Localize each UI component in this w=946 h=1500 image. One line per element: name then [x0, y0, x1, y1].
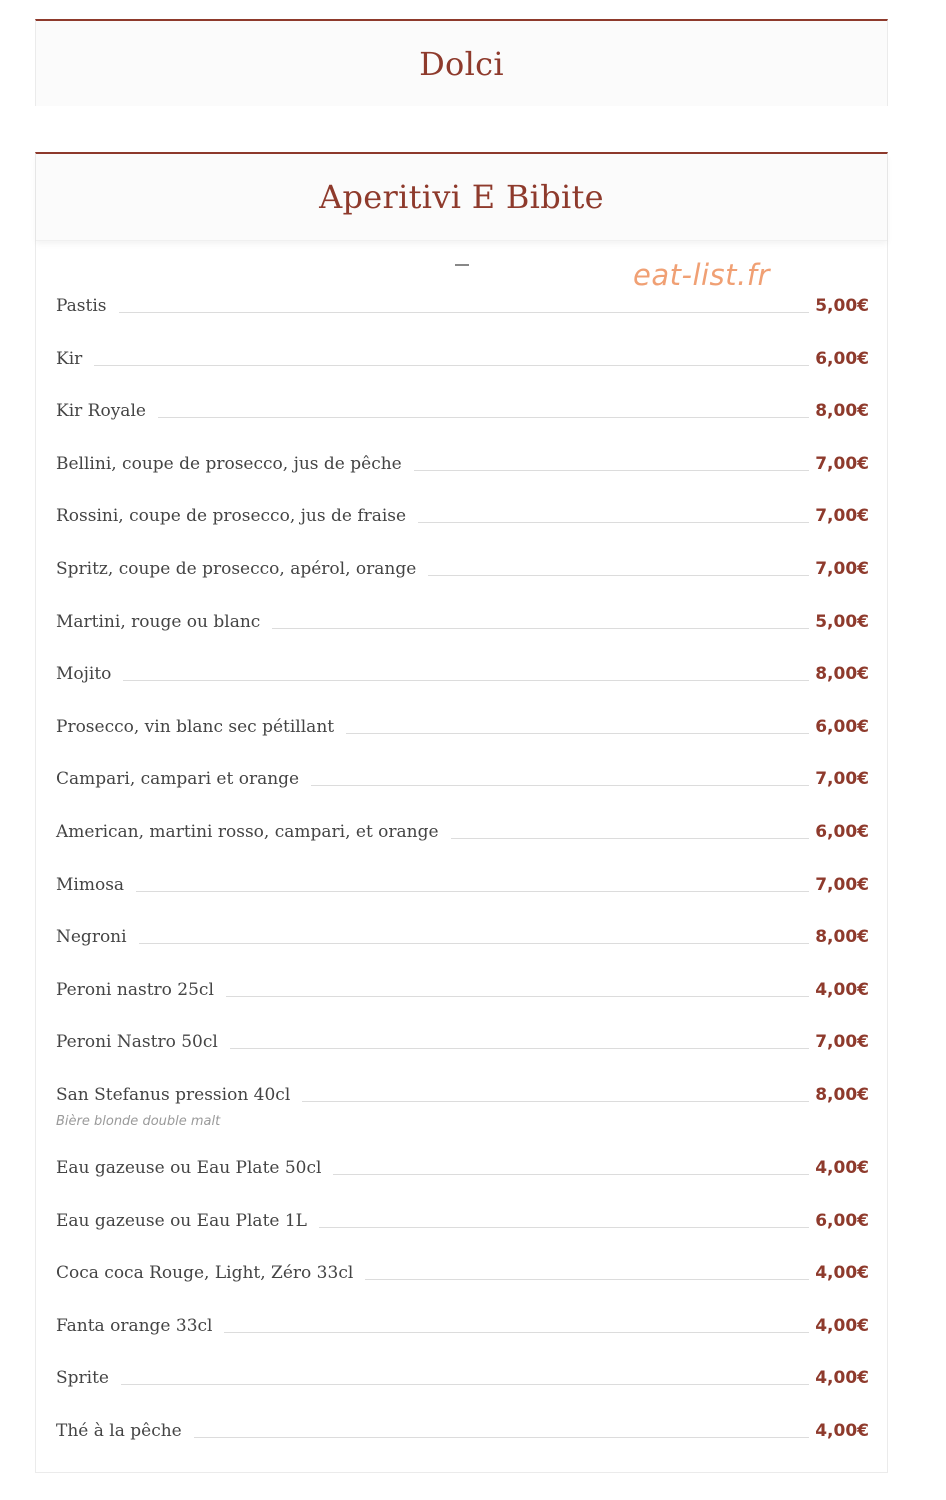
menu-item-name: Spritz, coupe de prosecco, apérol, orange	[56, 558, 417, 579]
menu-item-price: 4,00€	[815, 979, 869, 1000]
menu-item-price: 7,00€	[815, 874, 869, 895]
menu-item-price: 8,00€	[815, 1084, 869, 1105]
menu-item-name: Thé à la pêche	[56, 1420, 182, 1441]
menu-item-price: 6,00€	[815, 1210, 869, 1231]
menu-item-row	[56, 349, 869, 377]
dotted-leader	[194, 1437, 809, 1438]
menu-item-name: Sprite	[56, 1368, 109, 1389]
menu-item-row	[56, 506, 869, 534]
dotted-leader	[272, 628, 809, 629]
menu-item-price: 6,00€	[815, 716, 869, 737]
menu-item-price: 7,00€	[815, 453, 869, 474]
collapse-separator	[455, 264, 469, 266]
menu-item-price: 7,00€	[815, 506, 869, 527]
menu-item	[56, 1211, 869, 1264]
menu-item-price: 8,00€	[815, 664, 869, 685]
dotted-leader	[136, 891, 809, 892]
dotted-leader	[224, 1332, 809, 1333]
menu-item	[56, 927, 869, 980]
menu-item	[56, 612, 869, 665]
dotted-leader	[123, 680, 809, 681]
dotted-leader	[333, 1174, 809, 1175]
menu-item-row	[56, 980, 869, 1008]
menu-item	[56, 1032, 869, 1085]
menu-item	[56, 875, 869, 928]
menu-item-row	[56, 1158, 869, 1186]
dotted-leader	[94, 365, 809, 366]
menu-item-row	[56, 1368, 869, 1396]
menu-list	[56, 296, 869, 1473]
menu-item-name: Rossini, coupe de prosecco, jus de fraise	[56, 506, 407, 527]
menu-item-name: Bellini, coupe de prosecco, jus de pêche	[56, 453, 402, 474]
dotted-leader	[119, 312, 810, 313]
menu-item-price: 7,00€	[815, 558, 869, 579]
menu-item	[56, 401, 869, 454]
menu-item	[56, 506, 869, 559]
dotted-leader	[226, 996, 809, 997]
menu-item-name: Eau gazeuse ou Eau Plate 50cl	[56, 1157, 322, 1178]
menu-item	[56, 1263, 869, 1316]
menu-item-name: Negroni	[56, 927, 127, 948]
menu-item-name: Kir	[56, 348, 83, 369]
dotted-leader	[121, 1384, 809, 1385]
menu-item	[56, 1421, 869, 1474]
dolci-header[interactable]	[36, 21, 887, 106]
aperitivi-header[interactable]	[36, 154, 887, 241]
menu-item-name: Fanta orange 33cl	[56, 1315, 213, 1336]
menu-item	[56, 980, 869, 1033]
menu-item-row	[56, 1316, 869, 1344]
menu-item-name: Coca coca Rouge, Light, Zéro 33cl	[56, 1263, 354, 1284]
menu-item	[56, 454, 869, 507]
menu-item-price: 7,00€	[815, 769, 869, 790]
menu-item-row	[56, 559, 869, 587]
dotted-leader	[346, 733, 809, 734]
menu-item-price: 6,00€	[815, 348, 869, 369]
menu-item-price: 4,00€	[815, 1368, 869, 1389]
dotted-leader	[428, 575, 809, 576]
menu-item-name: San Stefanus pression 40cl	[56, 1084, 291, 1105]
menu-item-row	[56, 1032, 869, 1060]
menu-item-row	[56, 454, 869, 482]
menu-item-name: Prosecco, vin blanc sec pétillant	[56, 716, 335, 737]
dotted-leader	[451, 838, 810, 839]
menu-item-row	[56, 822, 869, 850]
menu-item-price: 6,00€	[815, 821, 869, 842]
menu-item	[56, 769, 869, 822]
dotted-leader	[158, 417, 809, 418]
menu-item	[56, 822, 869, 875]
menu-item-name: Eau gazeuse ou Eau Plate 1L	[56, 1210, 307, 1231]
menu-item-row	[56, 1085, 869, 1113]
dolci-section[interactable]	[35, 19, 888, 106]
menu-item-price: 5,00€	[815, 611, 869, 632]
menu-item	[56, 559, 869, 612]
menu-item-price: 5,00€	[815, 296, 869, 316]
menu-item-row	[56, 296, 869, 324]
dotted-leader	[311, 785, 809, 786]
menu-item	[56, 1316, 869, 1369]
menu-item	[56, 1158, 869, 1211]
dotted-leader	[414, 470, 809, 471]
dolci-title: Dolci	[419, 44, 504, 83]
menu-item-name: Martini, rouge ou blanc	[56, 611, 261, 632]
menu-item-row	[56, 875, 869, 903]
menu-item-row	[56, 1211, 869, 1239]
dotted-leader	[365, 1279, 809, 1280]
menu-item-name: Kir Royale	[56, 401, 146, 422]
dotted-leader	[302, 1101, 809, 1102]
menu-item	[56, 717, 869, 770]
watermark: eat-list.fr	[633, 258, 770, 292]
menu-item-price: 8,00€	[815, 401, 869, 422]
menu-item-row	[56, 1421, 869, 1449]
menu-item-price: 8,00€	[815, 927, 869, 948]
dotted-leader	[319, 1227, 809, 1228]
menu-item-row	[56, 717, 869, 745]
menu-item-price: 4,00€	[815, 1315, 869, 1336]
menu-item-name: Pastis	[56, 296, 107, 316]
menu-item-row	[56, 664, 869, 692]
menu-item-row	[56, 612, 869, 640]
menu-item-row	[56, 401, 869, 429]
menu-item-name: Peroni Nastro 50cl	[56, 1032, 218, 1053]
menu-item	[56, 664, 869, 717]
menu-item-description: Bière blonde double malt	[56, 1113, 221, 1129]
menu-item-price: 4,00€	[815, 1157, 869, 1178]
menu-item-name: Mojito	[56, 664, 112, 685]
menu-item	[56, 296, 869, 349]
dotted-leader	[230, 1048, 809, 1049]
menu-item-name: Peroni nastro 25cl	[56, 979, 214, 1000]
menu-item-name: Campari, campari et orange	[56, 769, 300, 790]
menu-item-price: 7,00€	[815, 1032, 869, 1053]
menu-item-row	[56, 769, 869, 797]
menu-item-row	[56, 1263, 869, 1291]
menu-item-price: 4,00€	[815, 1420, 869, 1441]
menu-item	[56, 1085, 869, 1158]
aperitivi-title: Aperitivi E Bibite	[319, 178, 604, 216]
menu-item	[56, 1368, 869, 1421]
menu-item-name: Mimosa	[56, 874, 125, 895]
menu-item-row	[56, 927, 869, 955]
menu-item	[56, 349, 869, 402]
dotted-leader	[139, 943, 810, 944]
dotted-leader	[418, 522, 809, 523]
menu-item-price: 4,00€	[815, 1263, 869, 1284]
menu-item-name: American, martini rosso, campari, et orange	[56, 821, 439, 842]
